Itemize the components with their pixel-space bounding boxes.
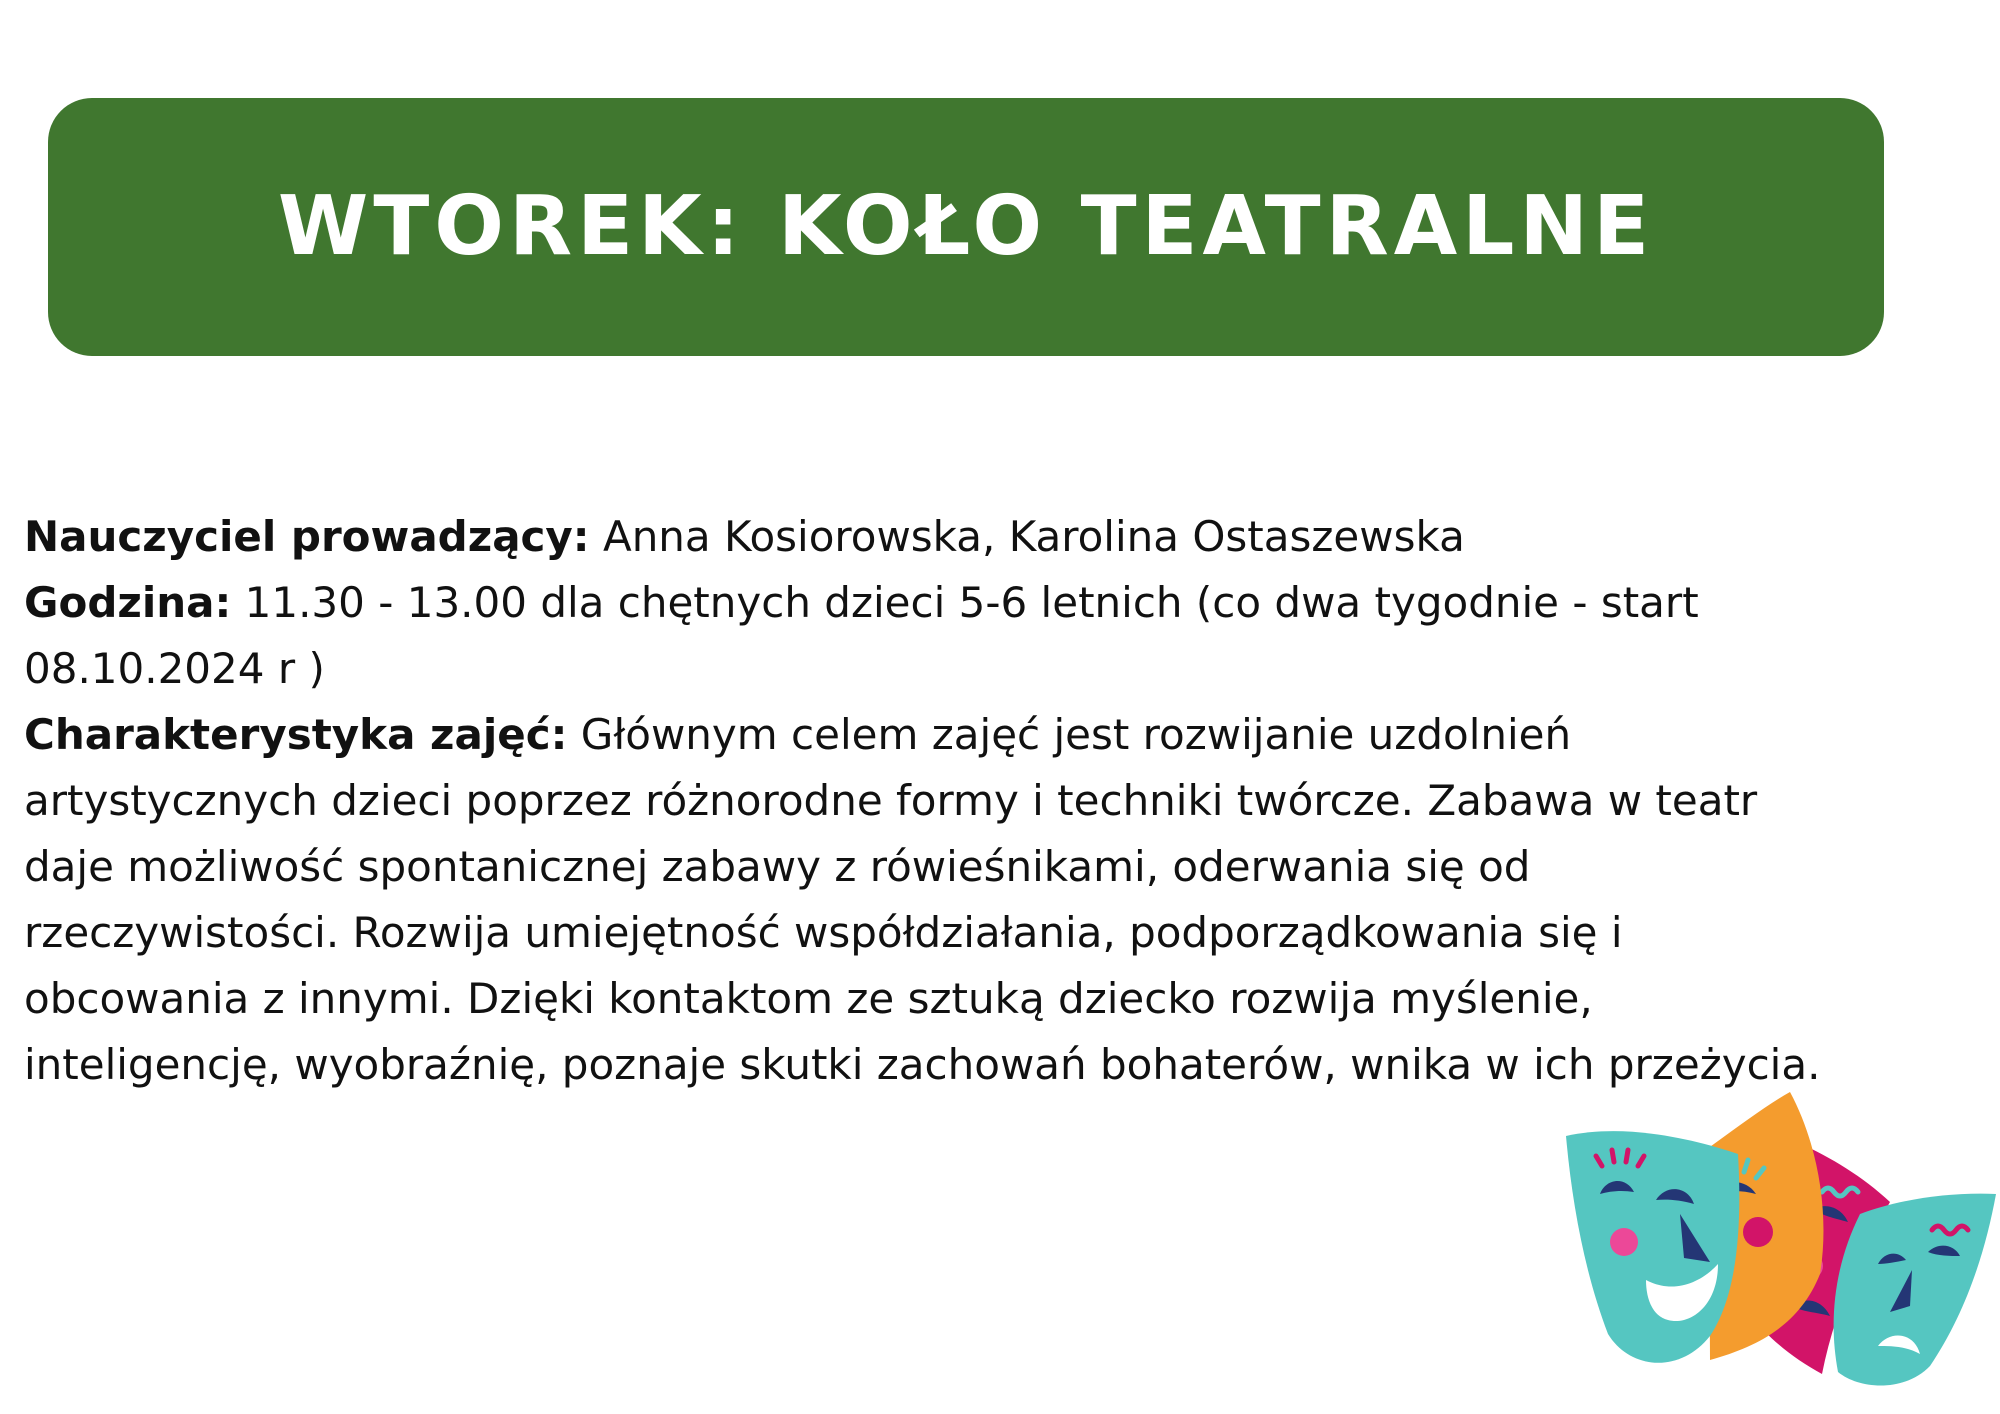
theater-masks-icon — [1560, 1084, 2000, 1396]
teacher-value: Anna Kosiorowska, Karolina Ostaszewska — [589, 512, 1465, 561]
time-label: Godzina: — [24, 578, 232, 627]
description-label: Charakterystyka zajęć: — [24, 710, 568, 759]
description-line — [24, 702, 1854, 1098]
page-title: WTOREK: KOŁO TEATRALNE — [277, 179, 1655, 274]
teal-happy-mask-shape — [1566, 1131, 1739, 1363]
time-value: 11.30 - 13.00 dla chętnych dzieci 5-6 letnich (co dwa tygodnie - start 08.10.2024 r ) — [24, 578, 1699, 693]
title-banner — [48, 98, 1884, 356]
description-value: Głównym celem zajęć jest rozwijanie uzdolnień artystycznych dzieci poprzez różnorodne formy i techniki twórcze. Zabawa w teatr daje możliwość spontanicznej zabawy z rówieśnikami, oderwania się od rzeczywistości. Rozwija umiejętność współdziałania, podporządkowania się i obcowania z innymi. Dzięki kontaktom ze sztuką dziecko rozwija myślenie, inteligencję, wyobraźnię, poznaje skutki zachowań bohaterów, wnika w ich przeżycia. — [24, 710, 1821, 1089]
teal-sad-mask-shape — [1834, 1194, 1996, 1386]
time-line — [24, 570, 1854, 702]
orange-mask-cheek — [1743, 1217, 1773, 1247]
teal-happy-mask-cheek — [1610, 1228, 1638, 1256]
details-section — [24, 504, 1854, 1098]
teacher-label: Nauczyciel prowadzący: — [24, 512, 590, 561]
teacher-line — [24, 504, 1854, 570]
